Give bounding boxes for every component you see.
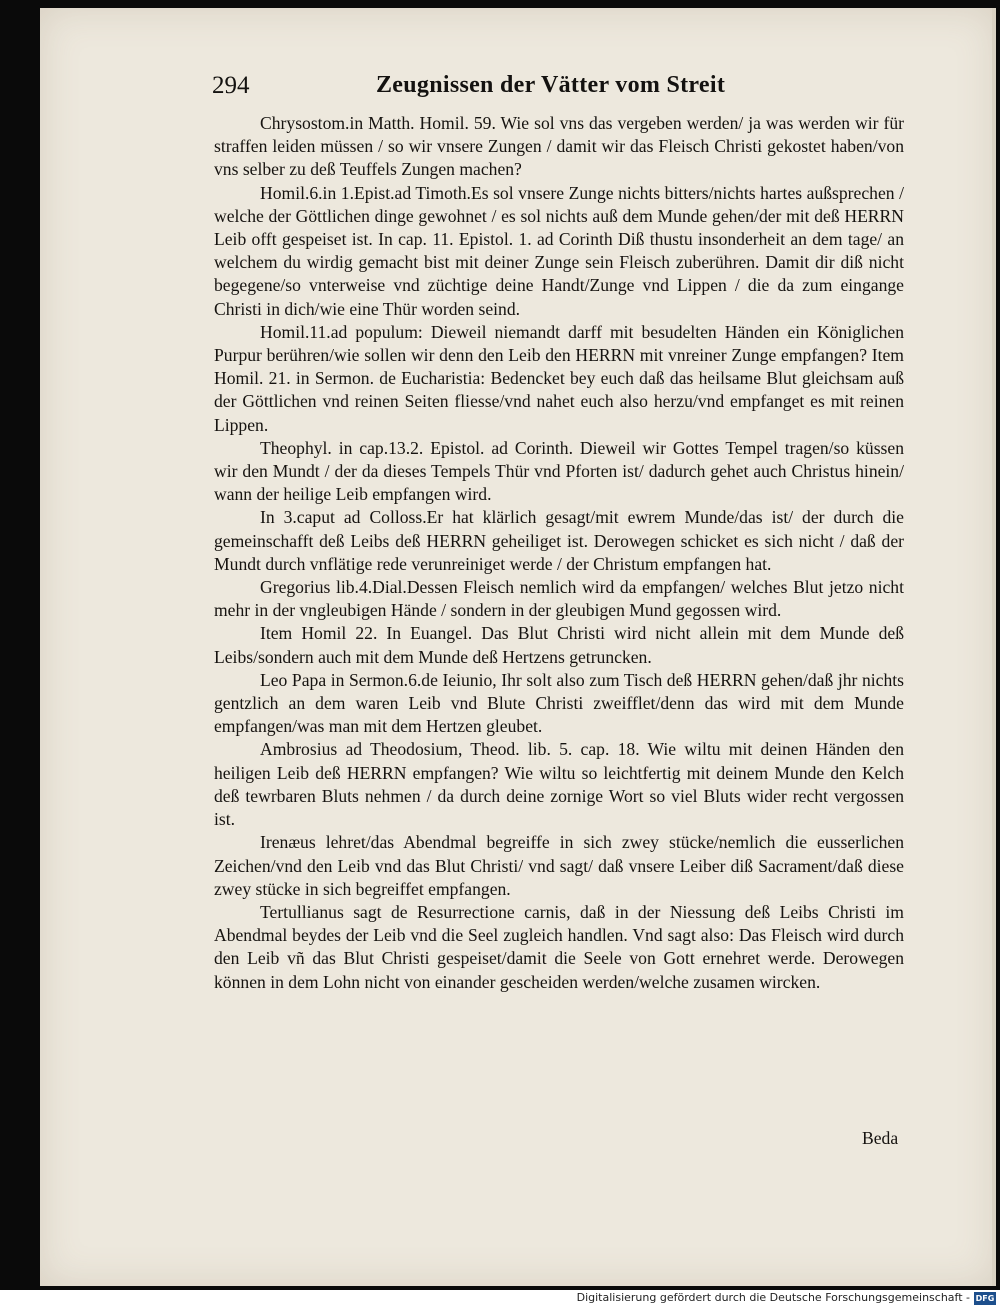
paragraph-tertullianus: Tertullianus sagt de Resurrectione carnis, daß in der Niessung deß Leibs Christi im Abendmal beydes der Leib vnd die Seel zugleich handlen. Vnd sagt also: Das Fleisch wird durch den Leib vñ das Blut Christi gespeiset/damit die Seele von Gott ernehret werde. Derowegen können in dem Lohn nicht von einander gescheiden werden/welche zusamen wircken. [214,901,904,992]
paragraph-gregorius: Gregorius lib.4.Dial.Dessen Fleisch nemlich wird da empfangen/ welches Blut jetzo nicht mehr in der vngleubigen Hände / sondern in der gleubigen Mund gegossen wird. [214,577,904,621]
footer-bar [0,1290,1000,1309]
main-text [214,112,904,994]
paragraph-theophyl: Theophyl. in cap.13.2. Epistol. ad Corinth. Dieweil wir Gottes Tempel tragen/so küssen wir den Mundt / der da dieses Tempels Thür vnd Pforten ist/ dadurch gehet auch Christus hinein/ wann der heilige Leib empfangen wird. [214,437,904,505]
paragraph-leo-papa: Leo Papa in Sermon.6.de Ieiunio, Ihr solt also zum Tisch deß HERRN gehen/daß jhr nichts gentzlich an dem waren Leib vnd Blute Christi zweifflet/denn das wird mit dem Munde empfangen/was man mit dem Hertzen gleubet. [214,669,904,737]
paragraph-homil-ad-populum: Homil.11.ad populum: Dieweil niemandt darff mit besudelten Händen ein Königlichen Purpur berühren/wie sollen wir denn den Leib den HERRN mit vnreiner Zunge empfangen? Item Homil. 21. in Sermon. de Eucharistia: Bedencket bey euch daß das heilsame Blut gleichsam auß der Göttlichen vnd reinen Seiten fliesse/vnd nahet euch also herzu/vnd empfanget es mit reinen Lippen. [214,321,904,435]
catchword: Beda [862,1128,899,1148]
page-edge [992,8,996,1286]
paragraph-chrysostom-matth: Chrysostom.in Matth. Homil. 59. Wie sol vns das vergeben werden/ ja was werden wir für straffen leiden müssen / so wir vnsere Zungen / damit wir das Fleisch Christi gekostet haben/von vns selber zu deß Teuffels Zungen machen? [214,113,904,180]
paragraph-ambrosius: Ambrosius ad Theodosium, Theod. lib. 5. cap. 18. Wie wiltu mit deinen Händen den heiligen Leib deß HERRN empfangen? Wie wiltu so leichtfertig mit deinem Munde den Kelch deß tewrbaren Bluts nehmen / da durch deine zornige Wort so viel Bluts wider recht vergossen ist. [214,739,904,830]
paragraph-irenaeus: Irenæus lehret/das Abendmal begreiffe in sich zwey stücke/nemlich die eusserlichen Zeichen/vnd den Leib vnd das Blut Christi/ vnd sagt/ daß vnsere Leiber diß Sacrament/daß diese zwey stücke in sich begreiffet empfangen. [214,832,904,899]
paragraph-colloss: In 3.caput ad Colloss.Er hat klärlich gesagt/mit ewrem Munde/das ist/ der durch die gemeinschafft deß Leibs deß HERRN geheiliget ist. Derowegen schicket es sich nicht / daß der Mundt durch vnflätige rede verunreiniget werde / der Christum empfangen hat. [214,507,904,574]
dfg-logo: DFG [975,1294,995,1303]
running-head: Zeugnissen der Vätter vom Streit [376,72,726,98]
paragraph-homil-timoth: Homil.6.in 1.Epist.ad Timoth.Es sol vnsere Zunge nichts bitters/nichts hartes außsprechen / welche der Göttlichen dinge gewohnet / es sol nichts auß dem Munde gehen/der mit deß HERRN Leib offt gespeiset ist. In cap. 11. Epistol. 1. ad Corinth Diß thustu insonderheit an dem tage/ an welchem du wirdig gemacht bist mit deiner Zunge sein Fleisch zuberühren. Damit dir diß nicht begegene/so vnterweise vnd züchtige deine Handt/Zunge vnd Lippen / die da zum eingange Christi in dich/wie eine Thür worden seind. [214,182,904,319]
page-number: 294 [212,72,250,99]
funding-credit: Digitalisierung gefördert durch die Deutsche Forschungsgemeinschaft - [576,1291,970,1304]
paragraph-homil-22: Item Homil 22. In Euangel. Das Blut Christi wird nicht allein mit dem Munde deß Leibs/sondern auch mit dem Munde deß Hertzens getruncken. [214,623,904,667]
page-header [212,72,732,106]
